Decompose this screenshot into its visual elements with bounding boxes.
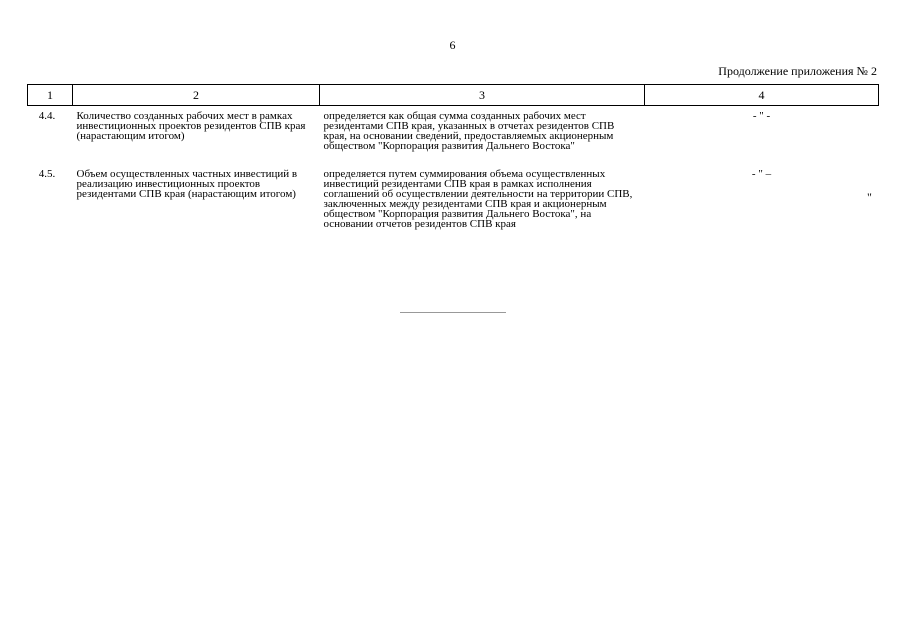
end-separator-line <box>400 312 506 313</box>
calculation-method: определяется как общая сумма созданных рабочих мест резидентами СПВ края, указанных в отчетах резидентов СПВ края, на основании сведений, предоставляемых акционерным обществом "Корпорация развития Дальнего Востока" <box>323 110 615 152</box>
data-source: - " - <box>752 110 771 122</box>
row-number: 4.4. <box>38 110 56 122</box>
table-row <box>28 169 879 229</box>
table-row <box>28 106 879 170</box>
calculation-method: определяется путем суммирования объема осуществленных инвестиций резидентами СПВ края в рамках исполнения соглашений об осуществлении деятельности на территории СПВ, заключенных между резидентами СПВ края и акционерным обществом "Корпорация развития Дальнего Востока", на основании отчетов резидентов СПВ края <box>323 168 633 230</box>
indicators-table <box>27 84 879 229</box>
indicator-name: Объем осуществленных частных инвестиций в реализацию инвестиционных проектов резидентами СПВ края (нарастающим итогом) <box>76 168 298 200</box>
data-source: - " – <box>751 168 772 180</box>
appendix-continuation-label: Продолжение приложения № 2 <box>718 64 877 78</box>
page-number: 6 <box>449 38 456 52</box>
closing-quote-mark: " <box>867 190 872 204</box>
indicator-name: Количество созданных рабочих мест в рамках инвестиционных проектов резидентов СПВ края (нарастающим итогом) <box>76 110 306 142</box>
table-header-row <box>28 85 879 106</box>
column-header-1: 1 <box>28 85 73 106</box>
row-number: 4.5. <box>38 168 56 180</box>
column-header-3: 3 <box>320 85 645 106</box>
column-header-4: 4 <box>645 85 879 106</box>
column-header-2: 2 <box>73 85 320 106</box>
